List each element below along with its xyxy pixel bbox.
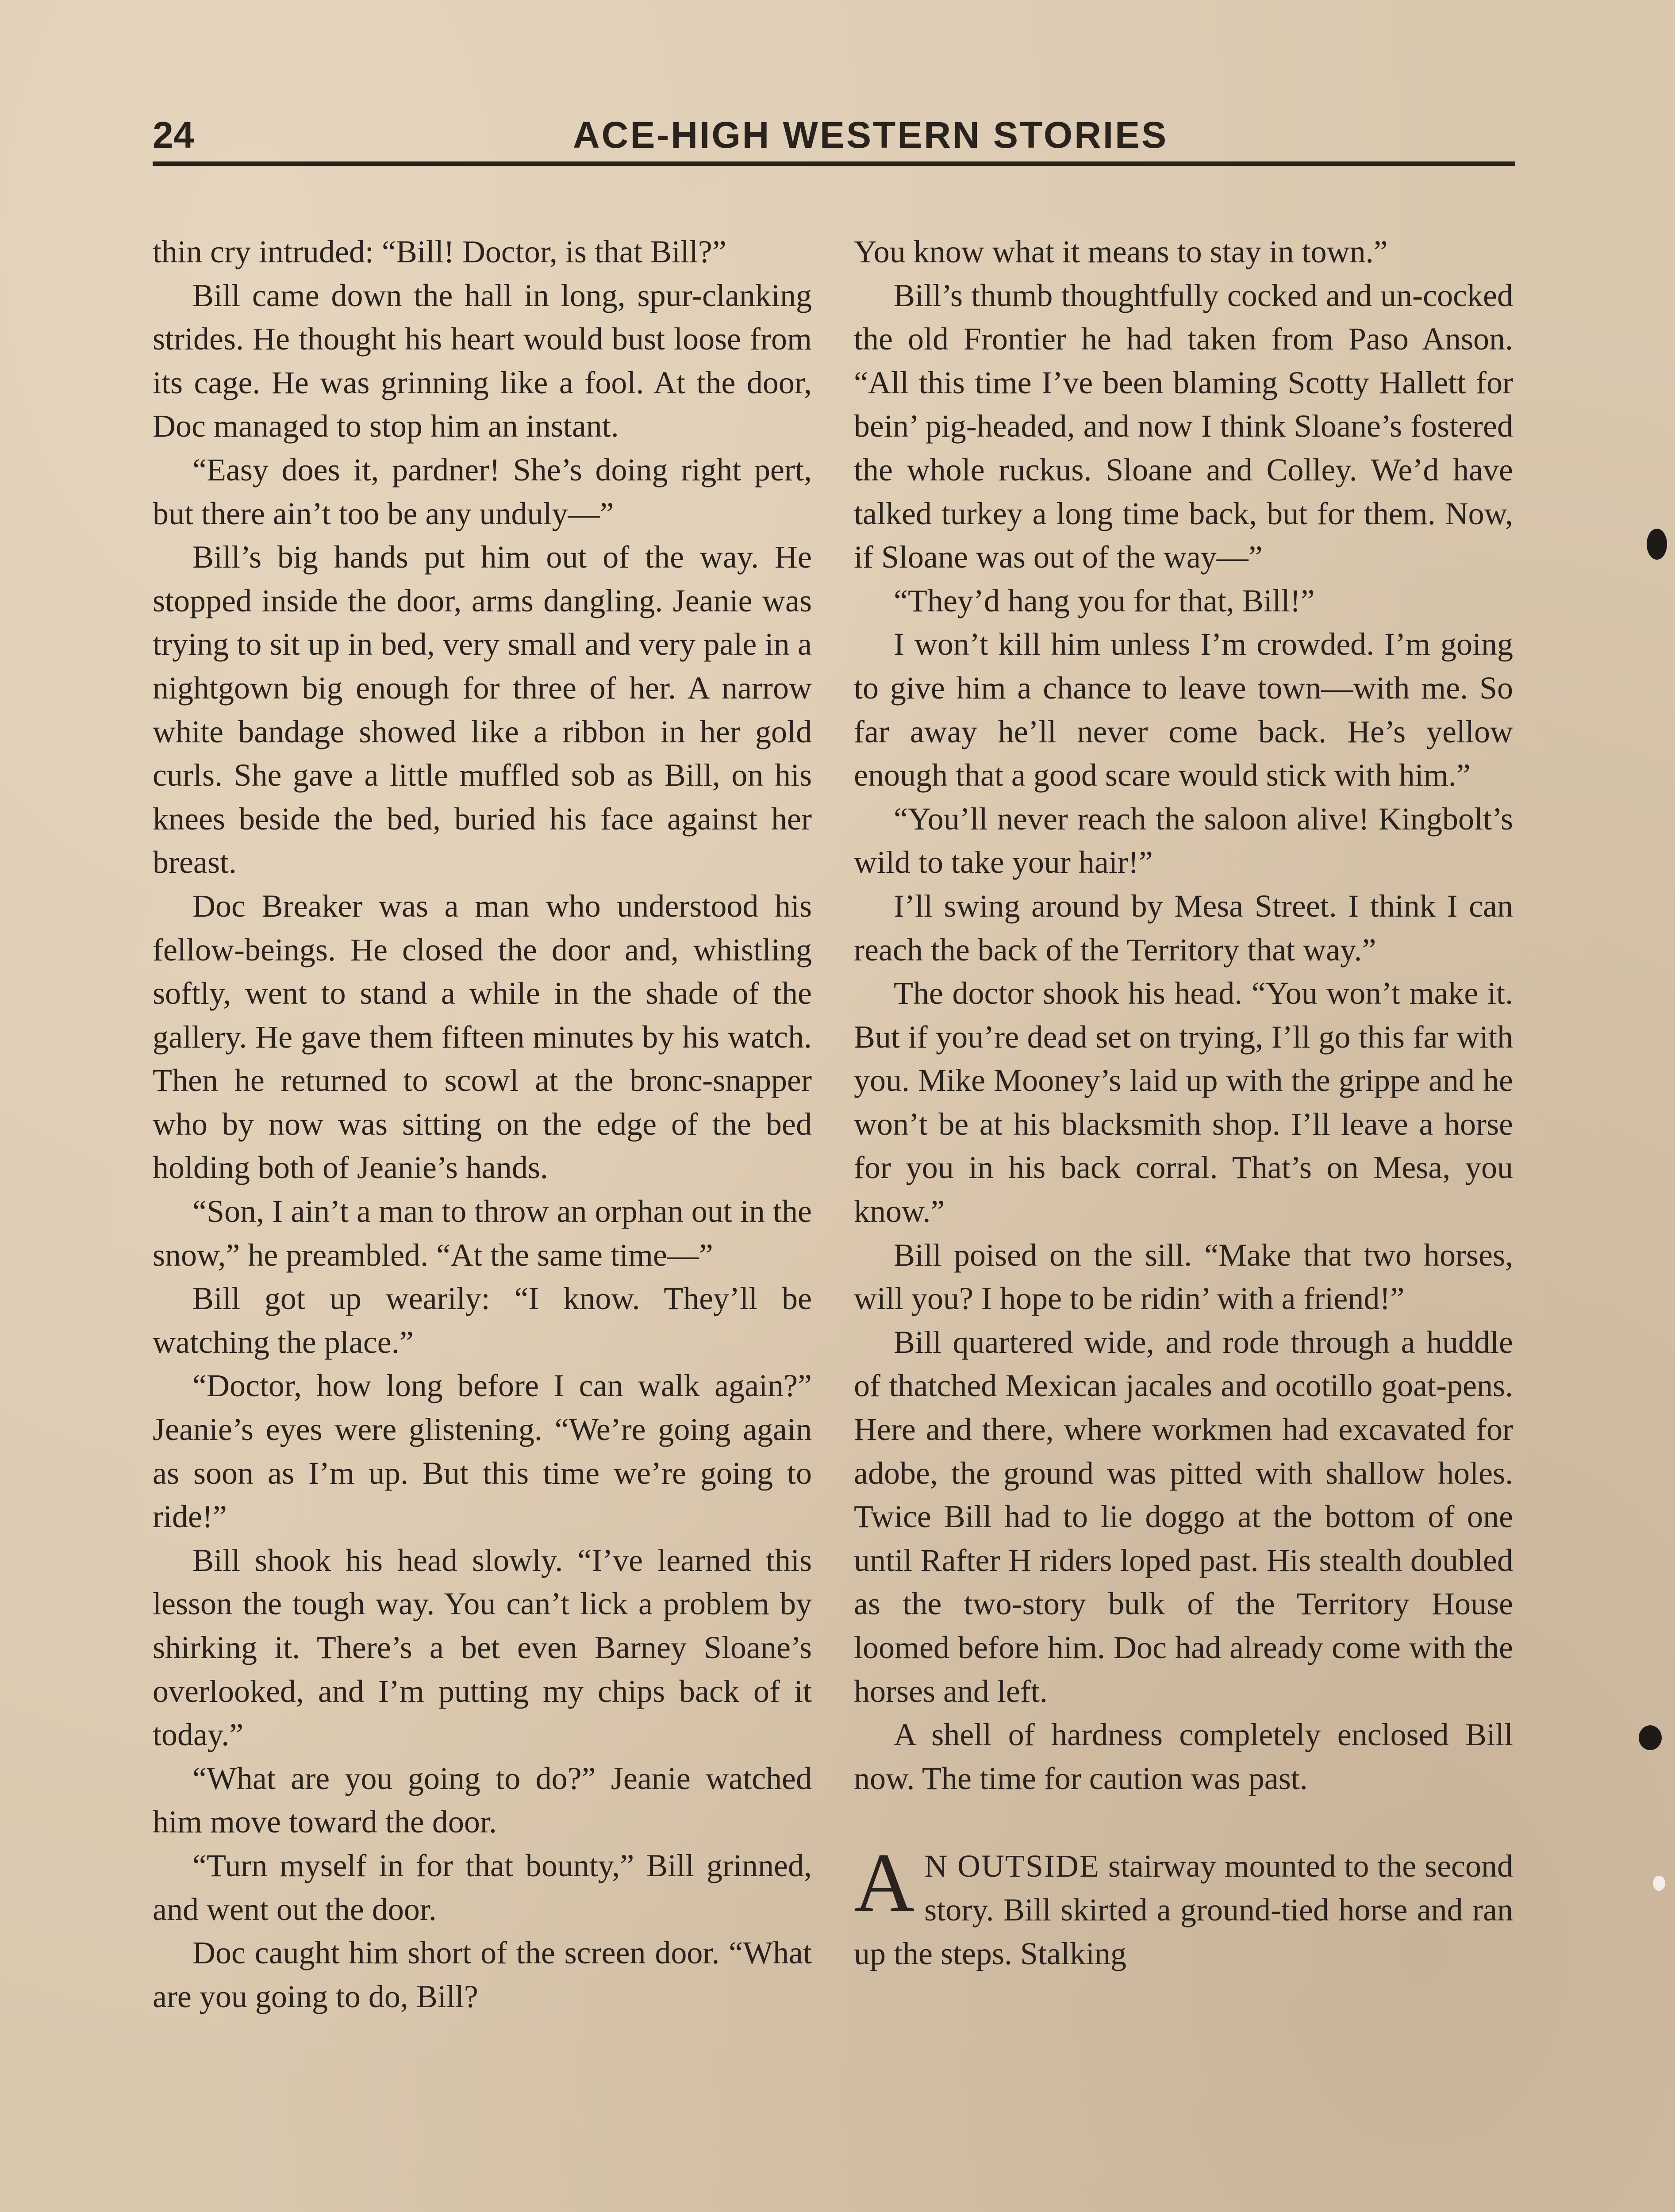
- paragraph: “You’ll never reach the saloon alive! Kingbolt’s wild to take your hair!”: [854, 801, 1513, 880]
- paragraph: Bill’s big hands put him out of the way. He stopped inside the door, arms dangling. Jeanie was trying to sit up in bed, very small and very pale in a nightgown big enough for three of her. A narrow white bandage showed like a ribbon in her gold curls. She gave a little muffled sob as Bill, on his knees beside the bed, buried his face against her breast.: [153, 539, 812, 880]
- lead-caps: N OUTSIDE: [924, 1848, 1100, 1884]
- right-column: [854, 230, 1513, 1975]
- page-number: 24: [153, 114, 194, 156]
- paragraph: Doc caught him short of the screen door. “What are you going to do, Bill?: [153, 1935, 812, 2014]
- paragraph: Bill got up wearily: “I know. They’ll be watching the place.”: [153, 1281, 812, 1360]
- paragraph: “What are you going to do?” Jeanie watched him move toward the door.: [153, 1760, 812, 1840]
- left-column: [153, 230, 812, 2018]
- paragraph: “They’d hang you for that, Bill!”: [894, 583, 1315, 618]
- section-opening-paragraph: [854, 1836, 1514, 1975]
- paragraph: thin cry intruded: “Bill! Doctor, is that Bill?”: [153, 234, 726, 269]
- paragraph: “Doctor, how long before I can walk again?” Jeanie’s eyes were glistening. “We’re going again as soon as I’m up. But this time we’re going to ride!”: [153, 1368, 812, 1535]
- section-break: [854, 1800, 1513, 1844]
- page-stain: [1639, 1725, 1662, 1750]
- paragraph: I’ll swing around by Mesa Street. I think I can reach the back of the Territory that way.”: [854, 888, 1513, 968]
- magazine-title: ACE-HIGH WESTERN STORIES: [573, 114, 1168, 156]
- paragraph: “Easy does it, pardner! She’s doing right pert, but there ain’t too be any unduly—”: [153, 452, 812, 531]
- paragraph: The doctor shook his head. “You won’t make it. But if you’re dead set on trying, I’ll go this far with you. Mike Mooney’s laid up with the grippe and he won’t be at his blacksmith shop. I’ll leave a horse for you in his back corral. That’s on Mesa, you know.”: [854, 975, 1513, 1229]
- page-header: [153, 113, 1515, 166]
- paragraph: Bill poised on the sill. “Make that two horses, will you? I hope to be ridin’ with a friend!”: [854, 1237, 1513, 1317]
- paragraph: Doc Breaker was a man who understood his fellow-beings. He closed the door and, whistling softly, went to stand a while in the shade of the gallery. He gave them fifteen minutes by his watch. Then he returned to scowl at the bronc-snapper who by now was sitting on the edge of the bed holding both of Jeanie’s hands.: [153, 888, 812, 1186]
- page-stain: [1653, 1876, 1665, 1891]
- page-stain: [1647, 529, 1667, 560]
- paragraph: Bill quartered wide, and rode through a huddle of thatched Mexican jacales and ocotillo goat-pens. Here and there, where workmen had excavated for adobe, the ground was pitted with shallow holes. Twice Bill had to lie doggo at the bottom of one until Rafter H riders loped past. His stealth doubled as the two-story bulk of the Territory House loomed before him. Doc had already come with the horses and left.: [854, 1324, 1513, 1709]
- paragraph: I won’t kill him unless I’m crowded. I’m going to give him a chance to leave town—with me. So far away he’ll never come back. He’s yellow enough that a good scare would stick with him.”: [854, 626, 1513, 793]
- paragraph: A shell of hardness completely enclosed Bill now. The time for caution was past.: [854, 1717, 1513, 1796]
- paragraph: Bill’s thumb thoughtfully cocked and un-cocked the old Frontier he had taken from Paso Anson. “All this time I’ve been blaming Scotty Hallett for bein’ pig-headed, and now I think Sloane’s fostered the whole ruckus. Sloane and Colley. We’d have talked turkey a long time back, but for them. Now, if Sloane was out of the way—”: [854, 277, 1513, 575]
- section-opening-text: stairway mounted to the second story. Bill skirted a ground-tied horse and ran up the steps. Stalking: [854, 1848, 1514, 1971]
- paragraph: “Son, I ain’t a man to throw an orphan out in the snow,” he preambled. “At the same time—”: [153, 1194, 812, 1273]
- paragraph: You know what it means to stay in town.”: [854, 234, 1388, 269]
- paragraph: Bill came down the hall in long, spur-clanking strides. He thought his heart would bust loose from its cage. He was grinning like a fool. At the door, Doc managed to stop him an instant.: [153, 277, 812, 444]
- paragraph: “Turn myself in for that bounty,” Bill grinned, and went out the door.: [153, 1847, 812, 1927]
- drop-cap: A: [854, 1836, 915, 1930]
- paragraph: Bill shook his head slowly. “I’ve learned this lesson the tough way. You can’t lick a problem by shirking it. There’s a bet even Barney Sloane’s overlooked, and I’m putting my chips back of it today.”: [153, 1542, 812, 1753]
